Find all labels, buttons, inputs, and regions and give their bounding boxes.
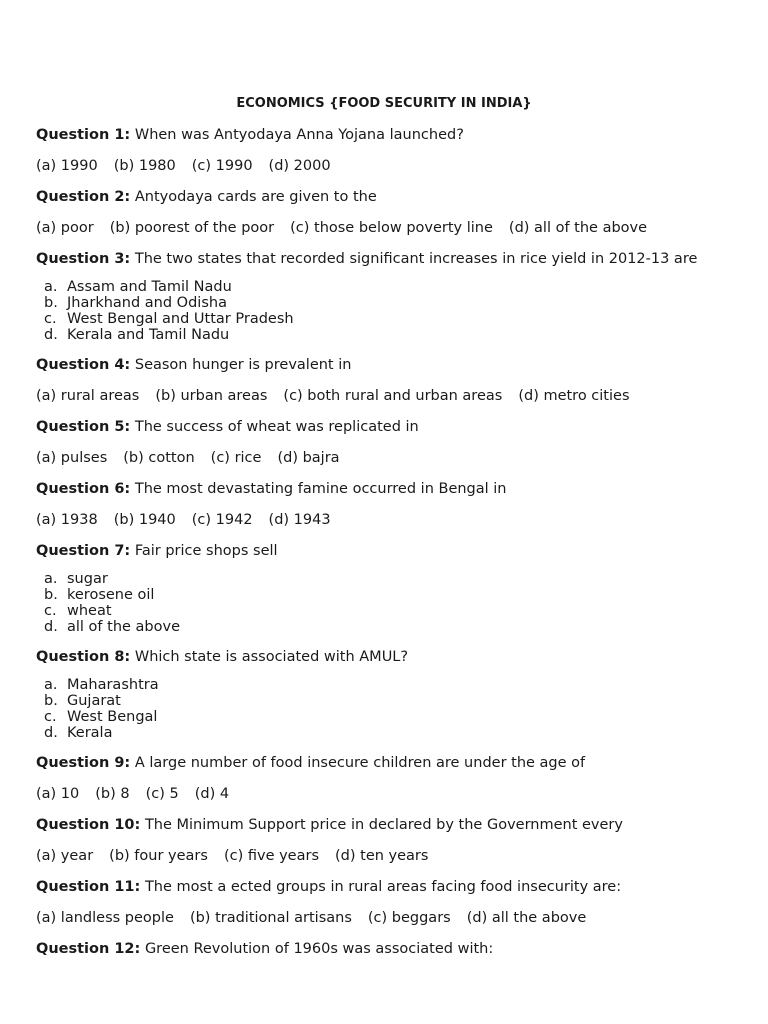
question-9-options	[36, 785, 732, 803]
question-text: The Minimum Support price in declared by the Government every	[144, 817, 623, 833]
list-option-marker: b.	[44, 587, 58, 603]
question-label: Question 11:	[36, 879, 141, 895]
option-b: (b) urban areas	[155, 388, 268, 404]
question-7	[36, 542, 732, 560]
question-label: Question 5:	[36, 419, 131, 435]
question-label: Question 2:	[36, 189, 131, 205]
question-11-options	[36, 909, 732, 927]
list-option-marker: b.	[44, 295, 58, 311]
option-c: (c) five years	[223, 848, 319, 864]
question-text: Green Revolution of 1960s was associated with:	[144, 941, 494, 957]
option-d: (d) all the above	[466, 910, 587, 926]
list-option-marker: d.	[44, 725, 58, 741]
list-option-marker: c.	[44, 603, 57, 619]
list-option-text: Maharashtra	[67, 677, 159, 693]
question-text: The most a ected groups in rural areas facing food insecurity are:	[144, 879, 622, 895]
list-option-marker: d.	[44, 619, 58, 635]
question-text: A large number of food insecure children are under the age of	[134, 755, 586, 771]
list-option	[44, 295, 732, 311]
question-8-option-list	[36, 677, 732, 741]
option-a: (a) 10	[36, 786, 80, 802]
list-option-text: Kerala	[67, 725, 113, 741]
question-label: Question 6:	[36, 481, 131, 497]
question-label: Question 12:	[36, 941, 141, 957]
option-d: (d) 4	[194, 786, 230, 802]
question-5-options	[36, 449, 732, 467]
document-title: ECONOMICS {FOOD SECURITY IN INDIA}	[236, 96, 532, 111]
option-d: (d) bajra	[277, 450, 340, 466]
question-label: Question 4:	[36, 357, 131, 373]
list-option	[44, 619, 732, 635]
question-8	[36, 648, 732, 666]
list-option-marker: c.	[44, 311, 57, 327]
list-option	[44, 603, 732, 619]
option-c: (c) those below poverty line	[290, 220, 493, 236]
list-option-text: kerosene oil	[67, 587, 155, 603]
option-d: (d) ten years	[335, 848, 429, 864]
question-6	[36, 480, 732, 498]
question-text: Which state is associated with AMUL?	[134, 649, 409, 665]
option-d: (d) 1943	[268, 512, 331, 528]
question-12	[36, 940, 732, 958]
option-b: (b) traditional artisans	[189, 910, 352, 926]
option-b: (b) 1980	[113, 158, 176, 174]
option-d: (d) 2000	[268, 158, 331, 174]
list-option-text: Gujarat	[67, 693, 121, 709]
list-option	[44, 587, 732, 603]
list-option	[44, 725, 732, 741]
option-a: (a) 1990	[36, 158, 98, 174]
list-option	[44, 677, 732, 693]
option-c: (c) beggars	[367, 910, 451, 926]
question-text: Fair price shops sell	[134, 543, 278, 559]
list-option-marker: d.	[44, 327, 58, 343]
question-label: Question 1:	[36, 127, 131, 143]
list-option	[44, 571, 732, 587]
option-b: (b) 1940	[113, 512, 176, 528]
question-4	[36, 356, 732, 374]
question-text: The success of wheat was replicated in	[134, 419, 419, 435]
list-option-text: Jharkhand and Odisha	[67, 295, 227, 311]
list-option-text: Assam and Tamil Nadu	[67, 279, 232, 295]
option-c: (c) 1942	[191, 512, 253, 528]
list-option-text: Kerala and Tamil Nadu	[67, 327, 230, 343]
question-label: Question 10:	[36, 817, 141, 833]
question-10	[36, 816, 732, 834]
question-10-options	[36, 847, 732, 865]
question-1	[36, 126, 732, 144]
option-a: (a) poor	[36, 220, 94, 236]
question-label: Question 7:	[36, 543, 131, 559]
list-option-marker: a.	[44, 279, 58, 295]
question-7-option-list	[36, 571, 732, 635]
option-b: (b) four years	[109, 848, 208, 864]
question-text: Season hunger is prevalent in	[134, 357, 352, 373]
question-label: Question 8:	[36, 649, 131, 665]
option-c: (c) rice	[210, 450, 262, 466]
option-b: (b) poorest of the poor	[109, 220, 275, 236]
list-option-text: West Bengal	[67, 709, 158, 725]
question-3	[36, 250, 732, 268]
option-c: (c) 1990	[191, 158, 253, 174]
question-label: Question 9:	[36, 755, 131, 771]
question-1-options	[36, 157, 732, 175]
question-3-option-list	[36, 279, 732, 343]
list-option-text: all of the above	[67, 619, 181, 635]
list-option-marker: a.	[44, 677, 58, 693]
option-c: (c) 5	[145, 786, 179, 802]
question-text: The two states that recorded significant increases in rice yield in 2012-13 are	[134, 251, 698, 267]
list-option	[44, 327, 732, 343]
list-option-text: wheat	[67, 603, 112, 619]
option-d: (d) metro cities	[518, 388, 630, 404]
question-9	[36, 754, 732, 772]
list-option-marker: b.	[44, 693, 58, 709]
question-2-options	[36, 219, 732, 237]
option-d: (d) all of the above	[508, 220, 648, 236]
question-list	[36, 126, 732, 958]
list-option-text: sugar	[67, 571, 108, 587]
option-a: (a) pulses	[36, 450, 108, 466]
question-text: Antyodaya cards are given to the	[134, 189, 377, 205]
list-option	[44, 693, 732, 709]
option-a: (a) year	[36, 848, 94, 864]
question-label: Question 3:	[36, 251, 131, 267]
question-6-options	[36, 511, 732, 529]
question-text: The most devastating famine occurred in Bengal in	[134, 481, 507, 497]
option-b: (b) 8	[95, 786, 130, 802]
list-option	[44, 279, 732, 295]
list-option-text: West Bengal and Uttar Pradesh	[67, 311, 294, 327]
question-11	[36, 878, 732, 896]
list-option	[44, 311, 732, 327]
option-b: (b) cotton	[123, 450, 195, 466]
question-5	[36, 418, 732, 436]
option-a: (a) 1938	[36, 512, 98, 528]
list-option	[44, 709, 732, 725]
list-option-marker: c.	[44, 709, 57, 725]
option-c: (c) both rural and urban areas	[283, 388, 503, 404]
option-a: (a) rural areas	[36, 388, 140, 404]
question-4-options	[36, 387, 732, 405]
list-option-marker: a.	[44, 571, 58, 587]
question-text: When was Antyodaya Anna Yojana launched?	[134, 127, 464, 143]
question-2	[36, 188, 732, 206]
option-a: (a) landless people	[36, 910, 174, 926]
